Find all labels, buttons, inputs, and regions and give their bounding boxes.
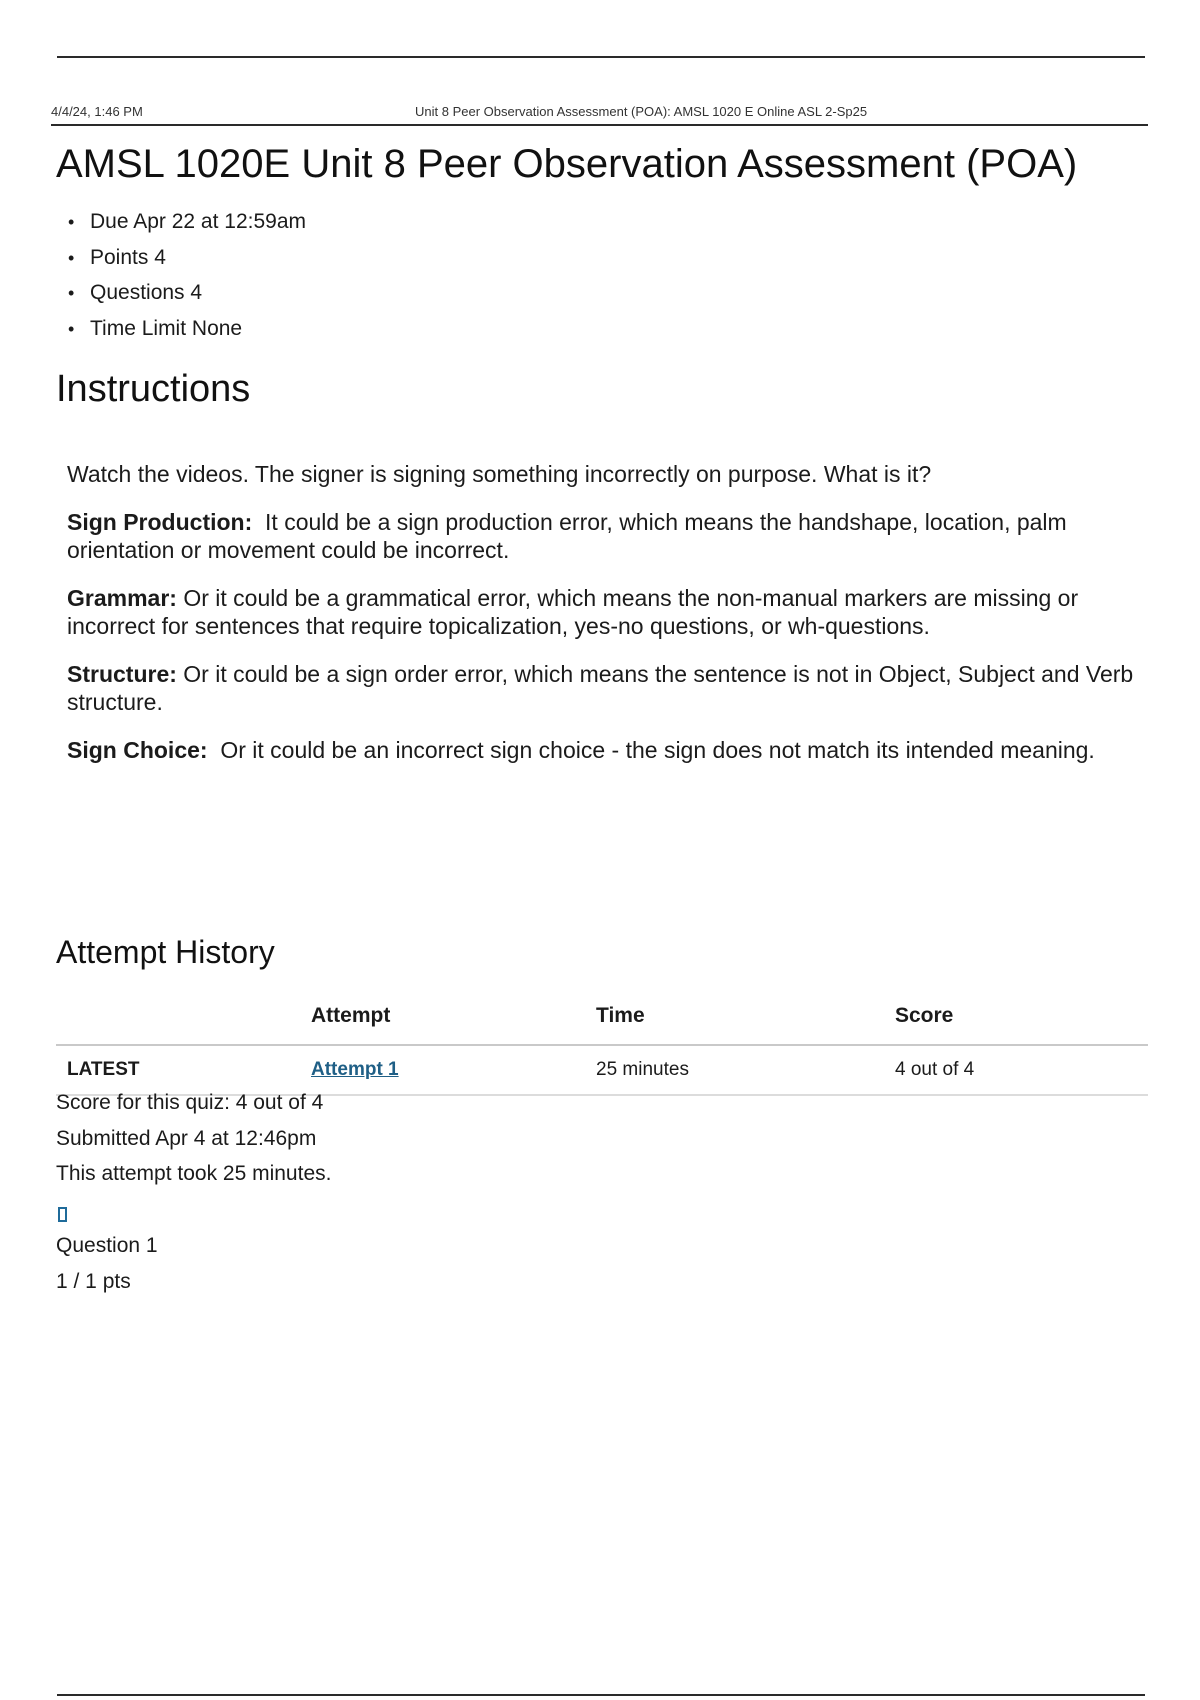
detail-label: Due bbox=[90, 210, 129, 233]
detail-due bbox=[62, 210, 306, 246]
flag-icon[interactable] bbox=[58, 1207, 67, 1222]
detail-points bbox=[62, 246, 306, 282]
column-header-score: Score bbox=[895, 996, 1148, 1045]
detail-label: Questions bbox=[90, 281, 185, 304]
quiz-score: Score for this quiz: 4 out of 4 bbox=[56, 1091, 324, 1114]
submitted-time: Submitted Apr 4 at 12:46pm bbox=[56, 1126, 317, 1150]
instruction-item-sign-production bbox=[67, 508, 1147, 565]
instructions-heading: Instructions bbox=[56, 368, 251, 410]
instruction-text: It could be a sign production error, which means the handshape, location, palm orientation or movement could be incorrect. bbox=[67, 508, 1067, 563]
column-header-attempt: Attempt bbox=[311, 996, 596, 1045]
detail-value: 4 bbox=[154, 245, 166, 269]
instructions-body bbox=[67, 460, 1147, 783]
time-cell: 25 minutes bbox=[596, 1045, 895, 1095]
bottom-rule bbox=[57, 1694, 1145, 1696]
instruction-text: Or it could be a sign order error, which means the sentence is not in Object, Subject and Verb structure. bbox=[67, 660, 1134, 715]
detail-time-limit bbox=[62, 317, 306, 353]
detail-questions bbox=[62, 281, 306, 317]
detail-value: Apr 22 at 12:59am bbox=[133, 210, 306, 233]
bullet-icon: • bbox=[68, 212, 75, 232]
instruction-item-structure bbox=[67, 660, 1147, 717]
instruction-term: Sign Production: bbox=[67, 508, 253, 535]
instruction-term: Grammar: bbox=[67, 584, 177, 611]
question-header bbox=[56, 1233, 158, 1304]
instruction-item-grammar bbox=[67, 584, 1147, 641]
detail-label: Time Limit bbox=[90, 316, 187, 340]
attempt-1-link[interactable]: Attempt 1 bbox=[311, 1059, 399, 1080]
instruction-text: Or it could be a grammatical error, which means the non-manual markers are missing or incorrect for sentences that require topicalization, yes-no questions, or wh-questions. bbox=[67, 584, 1079, 639]
attempt-duration: This attempt took 25 minutes. bbox=[56, 1162, 332, 1185]
question-points: 1 / 1 pts bbox=[56, 1269, 131, 1293]
latest-label: LATEST bbox=[56, 1045, 311, 1095]
attempt-cell bbox=[311, 1045, 596, 1095]
attempt-history-table bbox=[56, 996, 1148, 1096]
detail-label: Points bbox=[90, 245, 149, 269]
column-header-time: Time bbox=[596, 996, 895, 1045]
print-date: 4/4/24, 1:46 PM bbox=[51, 104, 143, 119]
instruction-item-sign-choice bbox=[67, 736, 1147, 765]
instruction-text: Or it could be an incorrect sign choice - the sign does not match its intended meaning. bbox=[220, 736, 1095, 763]
page-title: AMSL 1020E Unit 8 Peer Observation Assessment (POA) bbox=[56, 142, 1078, 186]
quiz-details-list bbox=[62, 210, 306, 352]
bullet-icon: • bbox=[68, 318, 75, 339]
table-row bbox=[56, 1045, 1148, 1095]
print-header bbox=[51, 100, 1148, 126]
attempt-summary bbox=[56, 1090, 331, 1197]
instruction-term: Sign Choice: bbox=[67, 736, 208, 763]
detail-value: 4 bbox=[190, 281, 203, 304]
attempt-history-heading: Attempt History bbox=[56, 934, 275, 970]
score-cell: 4 out of 4 bbox=[895, 1045, 1148, 1095]
column-header-blank bbox=[56, 996, 311, 1045]
instructions-intro: Watch the videos. The signer is signing something incorrectly on purpose. What is it? bbox=[67, 461, 932, 487]
top-rule bbox=[57, 56, 1145, 58]
question-title: Question 1 bbox=[56, 1234, 158, 1257]
bullet-icon: • bbox=[68, 247, 75, 268]
instruction-term: Structure: bbox=[67, 660, 177, 687]
table-header-row bbox=[56, 996, 1148, 1045]
detail-value: None bbox=[191, 316, 243, 340]
bullet-icon: • bbox=[68, 283, 75, 303]
print-title: Unit 8 Peer Observation Assessment (POA): AMSL 1020 E Online ASL 2-Sp25 bbox=[415, 104, 868, 119]
